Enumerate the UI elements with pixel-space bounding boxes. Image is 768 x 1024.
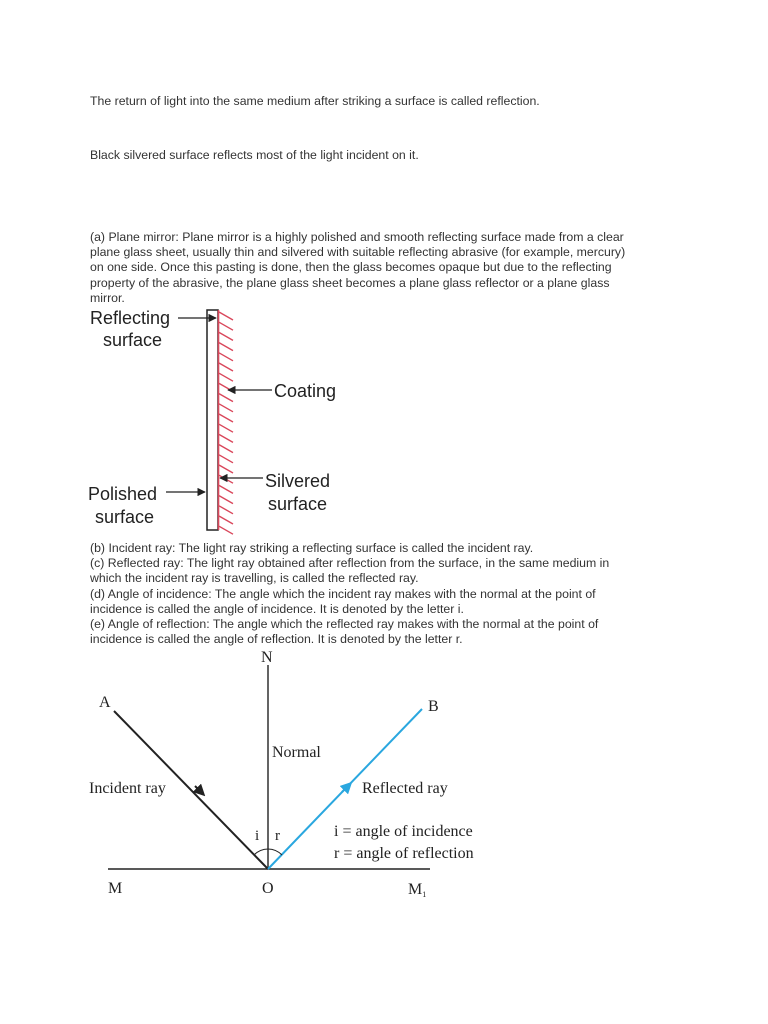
black-surface-text: Black silvered surface reflects most of the light incident on it. xyxy=(90,148,419,162)
hatch-line xyxy=(219,322,233,330)
hatch-line xyxy=(219,506,233,514)
hatch-line xyxy=(219,526,233,534)
definition-line: which the incident ray is travelling, is called the reflected ray. xyxy=(90,571,419,586)
angle-i-label: i xyxy=(255,828,260,844)
mirror-left-label: M xyxy=(108,880,123,897)
reflected-ray-arrow xyxy=(342,786,348,792)
hatch-line xyxy=(219,414,233,422)
legend-angle-of-incidence: i = angle of incidence xyxy=(334,823,473,840)
definition-line: incidence is called the angle of reflection. It is denoted by the letter r. xyxy=(90,632,463,647)
silvered-surface-label-line1: Silvered xyxy=(265,471,331,491)
plane-mirror-diagram xyxy=(80,300,380,540)
reflected-ray-label: Reflected ray xyxy=(362,780,448,797)
plane-mirror-line: on one side. Once this pasting is done, then the glass becomes opaque but due to the reflecting xyxy=(90,260,612,275)
hatch-line xyxy=(219,363,233,371)
plane-mirror-line: property of the abrasive, the plane glass sheet becomes a plane glass reflector or a plane glass xyxy=(90,275,610,290)
hatch-line xyxy=(219,516,233,524)
definition-line: (d) Angle of incidence: The angle which the incident ray makes with the normal at the point of xyxy=(90,586,596,601)
black-surface-note xyxy=(90,148,690,163)
hatch-line xyxy=(219,312,233,320)
hatch-line xyxy=(219,394,233,402)
hatch-line xyxy=(219,373,233,381)
hatch-line xyxy=(219,343,233,351)
hatch-line xyxy=(219,455,233,463)
point-a-label: A xyxy=(99,694,111,711)
hatch-line xyxy=(219,465,233,473)
reflecting-surface-label-line1: Reflecting xyxy=(90,308,171,328)
reflecting-surface-label-line2: surface xyxy=(103,330,163,350)
mirror-right-label xyxy=(408,881,426,899)
hatch-line xyxy=(219,434,233,442)
mirror-right-subscript: 1 xyxy=(422,890,427,899)
polished-surface-label-line1: Polished xyxy=(88,484,158,504)
legend-angle-of-reflection: r = angle of reflection xyxy=(334,845,474,862)
incident-ray-label: Incident ray xyxy=(89,780,166,797)
hatch-line xyxy=(219,353,233,361)
angle-r-label: r xyxy=(275,828,280,844)
hatch-line xyxy=(219,485,233,493)
angle-r-arc xyxy=(268,849,282,855)
hatch-line xyxy=(219,404,233,412)
hatch-line xyxy=(219,332,233,340)
coating-label: Coating xyxy=(274,381,337,401)
hatch-line xyxy=(219,475,233,483)
definition-line: (c) Reflected ray: The light ray obtained after reflection from the surface, in the same medium in xyxy=(90,556,610,571)
hatch-line xyxy=(219,445,233,453)
normal-label: Normal xyxy=(272,744,321,761)
point-n-label: N xyxy=(261,649,273,666)
angle-i-arc xyxy=(254,849,268,855)
incident-ray-arrow xyxy=(195,786,201,792)
reflection-definition xyxy=(90,94,690,109)
definition-line: incidence is called the angle of incidence. It is denoted by the letter i. xyxy=(90,601,464,616)
definitions-paragraph xyxy=(90,541,690,647)
hatch-line xyxy=(219,496,233,504)
origin-o-label: O xyxy=(262,880,274,897)
plane-mirror-line: (a) Plane mirror: Plane mirror is a highly polished and smooth reflecting surface made from a clear xyxy=(90,230,624,244)
plane-mirror-paragraph xyxy=(90,230,690,306)
plane-mirror-line: mirror. xyxy=(90,290,125,305)
coating-hatch xyxy=(219,310,234,534)
reflection-diagram xyxy=(80,645,500,900)
plane-mirror-line: plane glass sheet, usually thin and silvered with suitable reflecting abrasive (for example, mercury) xyxy=(90,245,626,260)
polished-surface-label-line2: surface xyxy=(95,507,155,527)
point-b-label: B xyxy=(428,698,439,715)
definition-line: (e) Angle of reflection: The angle which the reflected ray makes with the normal at the point of xyxy=(90,617,599,632)
mirror-right-letter: M xyxy=(408,881,423,898)
glass-sheet xyxy=(207,310,218,530)
hatch-line xyxy=(219,424,233,432)
reflection-definition-text: The return of light into the same medium after striking a surface is called reflection. xyxy=(90,94,540,108)
definition-line: (b) Incident ray: The light ray striking a reflecting surface is called the incident ray. xyxy=(90,541,534,555)
silvered-surface-label-line2: surface xyxy=(268,494,328,514)
